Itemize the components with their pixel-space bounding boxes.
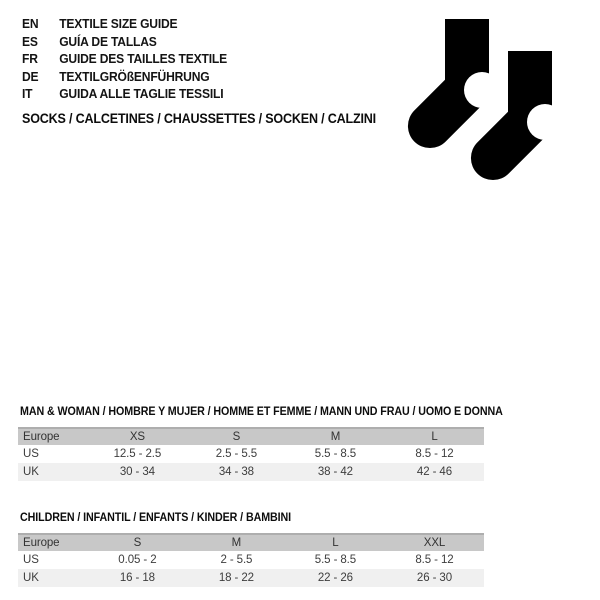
region-label: UK [23,572,39,584]
size-value: 42 - 46 [416,466,453,478]
size-value: 8.5 - 12 [415,554,454,566]
language-row-de [22,68,227,86]
table-header-row [18,428,484,445]
category-title: SOCKS / CALCETINES / CHAUSSETTES / SOCKEN / CALZINI [22,111,376,126]
size-table-adults [18,427,484,481]
language-code: ES [22,33,38,49]
table-title-adults: MAN & WOMAN / HOMBRE Y MUJER / HOMME ET FEMME / MANN UND FRAU / UOMO E DONNA [20,406,503,418]
size-value: 22 - 26 [317,572,353,584]
language-code: EN [22,16,39,31]
language-list [22,15,227,103]
size-table-adults-section [18,406,503,481]
language-label: GUIDE DES TAILLES TEXTILE [59,51,227,66]
table-title-children: CHILDREN / INFANTIL / ENFANTS / KINDER / BAMBINI [20,512,292,524]
size-value: 5.5 - 8.5 [314,448,357,460]
column-header-size: L [286,534,385,551]
size-value: 2 - 5.5 [220,554,253,566]
language-code: IT [22,86,33,101]
column-header-size: M [187,534,286,551]
language-label: GUÍA DE TALLAS [59,33,157,49]
table-row-uk [18,463,484,481]
column-header-size: S [88,534,187,551]
size-value: 38 - 42 [317,466,353,478]
size-value: 2.5 - 5.5 [215,448,258,460]
column-header-europe: Europe [18,534,88,551]
language-label: TEXTILE SIZE GUIDE [59,16,178,31]
size-value: 0.05 - 2 [118,554,157,566]
column-header-size: S [187,428,286,445]
column-header-size: M [286,428,385,445]
table-row-us [18,551,484,569]
size-value: 8.5 - 12 [415,448,454,460]
table-header-row [18,534,484,551]
size-value: 26 - 30 [416,572,453,584]
region-label: US [23,554,39,566]
size-table-children-section [18,512,484,587]
size-table-children [18,533,484,587]
language-row-fr [22,50,227,68]
language-code: DE [22,68,39,84]
size-value: 5.5 - 8.5 [314,554,357,566]
table-row-us [18,445,484,463]
socks-icon [380,0,600,200]
region-label: UK [23,466,39,478]
column-header-size: XS [88,428,187,445]
size-value: 12.5 - 2.5 [113,448,162,460]
size-value: 16 - 18 [119,572,155,584]
language-row-en [22,15,227,33]
language-label: GUIDA ALLE TAGLIE TESSILI [59,86,224,101]
size-value: 18 - 22 [218,572,254,584]
region-label: US [23,448,39,460]
column-header-europe: Europe [18,428,88,445]
language-row-it [22,85,227,103]
size-value: 34 - 38 [218,466,254,478]
table-row-uk [18,569,484,587]
column-header-size: L [385,428,484,445]
size-value: 30 - 34 [119,466,155,478]
language-label: TEXTILGRÖßENFÜHRUNG [59,68,210,84]
column-header-size: XXL [385,534,484,551]
language-code: FR [22,51,38,66]
language-row-es [22,33,227,51]
